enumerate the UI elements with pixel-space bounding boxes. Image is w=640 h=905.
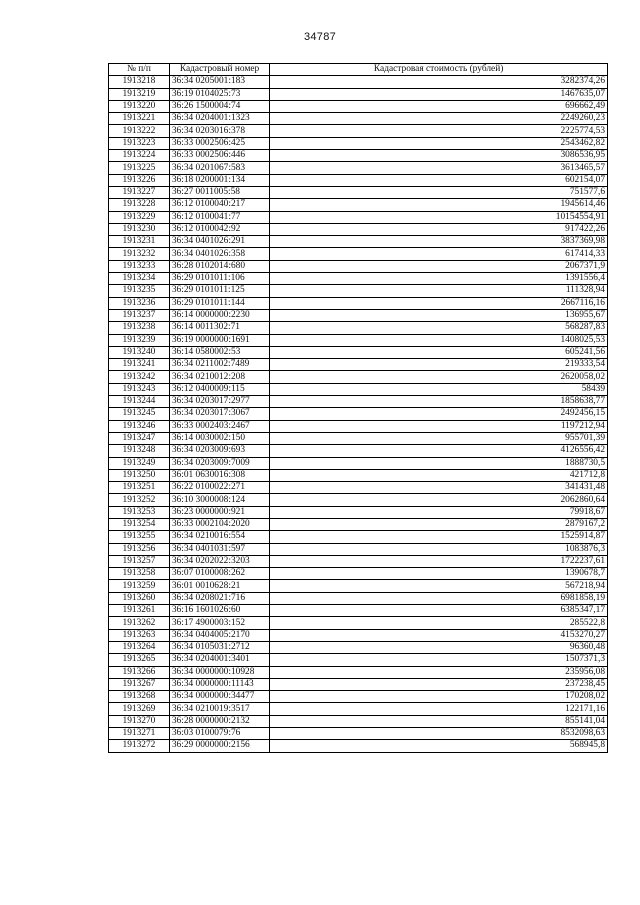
- row-number-cell: 1913239: [109, 334, 170, 346]
- cadastral-number-cell: 36:12 0100041:77: [169, 211, 269, 223]
- table-row: [109, 482, 608, 494]
- cadastral-value-cell: 235956,08: [270, 666, 608, 678]
- row-number-cell: 1913230: [109, 223, 170, 235]
- page-number: 34787: [303, 31, 337, 43]
- table-row: [109, 174, 608, 186]
- row-number-cell: 1913236: [109, 297, 170, 309]
- cadastral-number-cell: 36:29 0101011:144: [169, 297, 269, 309]
- cadastral-number-cell: 36:12 0400009:115: [169, 383, 269, 395]
- table-row: [109, 531, 608, 543]
- row-number-cell: 1913231: [109, 236, 170, 248]
- table-row: [109, 297, 608, 309]
- cadastral-value-cell: 111328,94: [270, 285, 608, 297]
- row-number-cell: 1913255: [109, 531, 170, 543]
- cadastral-number-cell: 36:23 0000000:921: [169, 506, 269, 518]
- table-row: [109, 518, 608, 530]
- cadastral-number-cell: 36:18 0200001:134: [169, 174, 269, 186]
- cadastral-value-cell: 1507371,3: [270, 654, 608, 666]
- cadastral-number-cell: 36:34 0201067:583: [169, 162, 269, 174]
- cadastral-number-cell: 36:34 0211002:7489: [169, 359, 269, 371]
- row-number-cell: 1913233: [109, 260, 170, 272]
- cadastral-value-cell: 1391556,4: [270, 273, 608, 285]
- row-number-cell: 1913229: [109, 211, 170, 223]
- table-row: [109, 346, 608, 358]
- row-number-cell: 1913262: [109, 617, 170, 629]
- table-row: [109, 334, 608, 346]
- cadastral-value-cell: 136955,67: [270, 309, 608, 321]
- row-number-cell: 1913246: [109, 420, 170, 432]
- row-number-cell: 1913265: [109, 654, 170, 666]
- table-row: [109, 715, 608, 727]
- table-row: [109, 420, 608, 432]
- cadastral-number-cell: 36:33 0002506:446: [169, 150, 269, 162]
- cadastral-value-cell: 421712,8: [270, 469, 608, 481]
- table-row: [109, 408, 608, 420]
- table-row: [109, 383, 608, 395]
- cadastral-value-cell: 1083876,3: [270, 543, 608, 555]
- cadastral-value-cell: 955701,39: [270, 432, 608, 444]
- table-row: [109, 617, 608, 629]
- row-number-cell: 1913223: [109, 137, 170, 149]
- row-number-cell: 1913220: [109, 100, 170, 112]
- cadastral-value-cell: 3613465,57: [270, 162, 608, 174]
- row-number-cell: 1913240: [109, 346, 170, 358]
- row-number-cell: 1913251: [109, 482, 170, 494]
- cadastral-value-cell: 917422,26: [270, 223, 608, 235]
- cadastral-value-cell: 1390678,7: [270, 568, 608, 580]
- cadastral-value-cell: 2543462,82: [270, 137, 608, 149]
- row-number-cell: 1913218: [109, 76, 170, 88]
- table-row: [109, 359, 608, 371]
- cadastral-value-cell: 2667116,16: [270, 297, 608, 309]
- table-row: [109, 654, 608, 666]
- cadastral-number-cell: 36:33 0002403:2467: [169, 420, 269, 432]
- cadastral-number-cell: 36:34 0401031:597: [169, 543, 269, 555]
- row-number-cell: 1913221: [109, 113, 170, 125]
- cadastral-number-cell: 36:22 0100022:271: [169, 482, 269, 494]
- table-row: [109, 396, 608, 408]
- cadastral-number-cell: 36:34 0000000:10928: [169, 666, 269, 678]
- table-row: [109, 592, 608, 604]
- table-row: [109, 506, 608, 518]
- cadastral-number-cell: 36:29 0101011:106: [169, 273, 269, 285]
- row-number-cell: 1913254: [109, 518, 170, 530]
- row-number-cell: 1913224: [109, 150, 170, 162]
- cadastral-number-cell: 36:34 0203009:7009: [169, 457, 269, 469]
- cadastral-number-cell: 36:34 0404005:2170: [169, 629, 269, 641]
- table-row: [109, 186, 608, 198]
- row-number-cell: 1913238: [109, 322, 170, 334]
- cadastral-number-cell: 36:16 1601026:60: [169, 605, 269, 617]
- row-number-cell: 1913270: [109, 715, 170, 727]
- table-row: [109, 432, 608, 444]
- cadastral-number-cell: 36:14 0580002:53: [169, 346, 269, 358]
- table-row: [109, 371, 608, 383]
- row-number-cell: 1913256: [109, 543, 170, 555]
- cadastral-value-cell: 696662,49: [270, 100, 608, 112]
- row-number-cell: 1913227: [109, 186, 170, 198]
- cadastral-number-cell: 36:14 0011302:71: [169, 322, 269, 334]
- cadastral-number-cell: 36:12 0100042:92: [169, 223, 269, 235]
- cadastral-value-cell: 2620058,02: [270, 371, 608, 383]
- table-row: [109, 162, 608, 174]
- cadastral-number-cell: 36:29 0101011:125: [169, 285, 269, 297]
- cadastral-value-cell: 10154554,91: [270, 211, 608, 223]
- table-row: [109, 322, 608, 334]
- cadastral-value-cell: 605241,56: [270, 346, 608, 358]
- cadastral-number-cell: 36:34 0401026:291: [169, 236, 269, 248]
- cadastral-value-cell: 602154,07: [270, 174, 608, 186]
- table-body: [109, 76, 608, 752]
- cadastral-value-cell: 855141,04: [270, 715, 608, 727]
- row-number-cell: 1913259: [109, 580, 170, 592]
- cadastral-value-cell: 122171,16: [270, 703, 608, 715]
- row-number-cell: 1913260: [109, 592, 170, 604]
- cadastral-value-cell: 3086536,95: [270, 150, 608, 162]
- cadastral-number-cell: 36:34 0401026:358: [169, 248, 269, 260]
- cadastral-value-cell: 1888730,5: [270, 457, 608, 469]
- cadastral-number-cell: 36:34 0203009:693: [169, 445, 269, 457]
- header-cadastral-number: Кадастровый номер: [169, 64, 269, 76]
- cadastral-number-cell: 36:27 0011005:58: [169, 186, 269, 198]
- table-row: [109, 678, 608, 690]
- cadastral-value-cell: 96360,48: [270, 641, 608, 653]
- cadastral-number-cell: 36:34 0210016:554: [169, 531, 269, 543]
- row-number-cell: 1913249: [109, 457, 170, 469]
- cadastral-value-cell: 2249260,23: [270, 113, 608, 125]
- table-row: [109, 494, 608, 506]
- row-number-cell: 1913269: [109, 703, 170, 715]
- cadastral-value-cell: 6385347,17: [270, 605, 608, 617]
- table-row: [109, 728, 608, 740]
- table-row: [109, 199, 608, 211]
- row-number-cell: 1913232: [109, 248, 170, 260]
- table-row: [109, 568, 608, 580]
- cadastral-number-cell: 36:01 0630016:308: [169, 469, 269, 481]
- table-row: [109, 125, 608, 137]
- table-row: [109, 88, 608, 100]
- cadastral-value-cell: 1408025,53: [270, 334, 608, 346]
- table-row: [109, 211, 608, 223]
- cadastral-value-cell: 1197212,94: [270, 420, 608, 432]
- table-row: [109, 248, 608, 260]
- cadastral-number-cell: 36:19 0000000:1691: [169, 334, 269, 346]
- row-number-cell: 1913248: [109, 445, 170, 457]
- cadastral-number-cell: 36:33 0002104:2020: [169, 518, 269, 530]
- cadastral-value-cell: 617414,33: [270, 248, 608, 260]
- row-number-cell: 1913219: [109, 88, 170, 100]
- table-row: [109, 555, 608, 567]
- row-number-cell: 1913234: [109, 273, 170, 285]
- header-row-number: № п/п: [109, 64, 170, 76]
- cadastral-value-cell: 8532098,63: [270, 728, 608, 740]
- cadastral-number-cell: 36:19 0104025:73: [169, 88, 269, 100]
- cadastral-number-cell: 36:12 0100040:217: [169, 199, 269, 211]
- cadastral-value-cell: 219333,54: [270, 359, 608, 371]
- row-number-cell: 1913250: [109, 469, 170, 481]
- table-row: [109, 605, 608, 617]
- row-number-cell: 1913263: [109, 629, 170, 641]
- cadastral-value-cell: 568945,8: [270, 740, 608, 752]
- cadastral-number-cell: 36:34 0203017:3067: [169, 408, 269, 420]
- cadastral-number-cell: 36:34 0000000:34477: [169, 691, 269, 703]
- table-row: [109, 309, 608, 321]
- cadastral-number-cell: 36:07 0100008:262: [169, 568, 269, 580]
- row-number-cell: 1913252: [109, 494, 170, 506]
- cadastral-number-cell: 36:34 0204001:3401: [169, 654, 269, 666]
- cadastral-number-cell: 36:28 0000000:2132: [169, 715, 269, 727]
- header-cadastral-value: Кадастровая стоимость (рублей): [270, 64, 608, 76]
- table-header-row: [109, 64, 608, 76]
- row-number-cell: 1913267: [109, 678, 170, 690]
- row-number-cell: 1913266: [109, 666, 170, 678]
- table-row: [109, 469, 608, 481]
- cadastral-number-cell: 36:29 0000000:2156: [169, 740, 269, 752]
- cadastral-number-cell: 36:03 0100079:76: [169, 728, 269, 740]
- cadastral-number-cell: 36:14 0030002:150: [169, 432, 269, 444]
- table-row: [109, 260, 608, 272]
- row-number-cell: 1913242: [109, 371, 170, 383]
- table-row: [109, 236, 608, 248]
- cadastral-value-cell: 341431,48: [270, 482, 608, 494]
- cadastral-value-cell: 285522,8: [270, 617, 608, 629]
- table-row: [109, 285, 608, 297]
- table-row: [109, 457, 608, 469]
- cadastral-number-cell: 36:28 0102014:680: [169, 260, 269, 272]
- row-number-cell: 1913244: [109, 396, 170, 408]
- table-row: [109, 580, 608, 592]
- cadastral-number-cell: 36:34 0203016:378: [169, 125, 269, 137]
- table-row: [109, 641, 608, 653]
- cadastral-number-cell: 36:34 0204001:1323: [169, 113, 269, 125]
- cadastral-number-cell: 36:34 0105031:2712: [169, 641, 269, 653]
- row-number-cell: 1913253: [109, 506, 170, 518]
- cadastral-value-cell: 1945614,46: [270, 199, 608, 211]
- row-number-cell: 1913243: [109, 383, 170, 395]
- table-row: [109, 150, 608, 162]
- cadastral-number-cell: 36:01 0010628:21: [169, 580, 269, 592]
- row-number-cell: 1913228: [109, 199, 170, 211]
- table-row: [109, 691, 608, 703]
- table-row: [109, 629, 608, 641]
- table-row: [109, 666, 608, 678]
- row-number-cell: 1913245: [109, 408, 170, 420]
- row-number-cell: 1913268: [109, 691, 170, 703]
- table-row: [109, 740, 608, 752]
- cadastral-value-cell: 568287,83: [270, 322, 608, 334]
- cadastral-number-cell: 36:34 0205001:183: [169, 76, 269, 88]
- table-row: [109, 703, 608, 715]
- cadastral-value-cell: 751577,6: [270, 186, 608, 198]
- cadastral-value-cell: 2492456,15: [270, 408, 608, 420]
- cadastral-number-cell: 36:34 0000000:11143: [169, 678, 269, 690]
- cadastral-number-cell: 36:34 0203017:2977: [169, 396, 269, 408]
- cadastral-value-cell: 3837369,98: [270, 236, 608, 248]
- cadastral-value-cell: 3282374,26: [270, 76, 608, 88]
- table-row: [109, 113, 608, 125]
- cadastral-value-cell: 1858638,77: [270, 396, 608, 408]
- cadastral-number-cell: 36:10 3000008:124: [169, 494, 269, 506]
- cadastral-value-cell: 6981858,19: [270, 592, 608, 604]
- row-number-cell: 1913264: [109, 641, 170, 653]
- cadastral-value-cell: 567218,94: [270, 580, 608, 592]
- cadastral-value-cell: 4153270,27: [270, 629, 608, 641]
- cadastral-number-cell: 36:26 1500004:74: [169, 100, 269, 112]
- cadastral-number-cell: 36:34 0208021:716: [169, 592, 269, 604]
- cadastral-value-cell: 2879167,2: [270, 518, 608, 530]
- cadastral-value-cell: 1467635,07: [270, 88, 608, 100]
- row-number-cell: 1913222: [109, 125, 170, 137]
- row-number-cell: 1913258: [109, 568, 170, 580]
- cadastral-value-cell: 2225774,53: [270, 125, 608, 137]
- cadastral-value-cell: 237238,45: [270, 678, 608, 690]
- row-number-cell: 1913237: [109, 309, 170, 321]
- table-row: [109, 445, 608, 457]
- cadastral-number-cell: 36:34 0210012:208: [169, 371, 269, 383]
- row-number-cell: 1913241: [109, 359, 170, 371]
- row-number-cell: 1913257: [109, 555, 170, 567]
- cadastral-value-cell: 170208,02: [270, 691, 608, 703]
- table-row: [109, 76, 608, 88]
- cadastral-value-cell: 58439: [270, 383, 608, 395]
- row-number-cell: 1913235: [109, 285, 170, 297]
- cadastral-number-cell: 36:34 0210019:3517: [169, 703, 269, 715]
- cadastral-value-cell: 2062860,64: [270, 494, 608, 506]
- row-number-cell: 1913247: [109, 432, 170, 444]
- table-row: [109, 273, 608, 285]
- cadastral-value-cell: 1722237,61: [270, 555, 608, 567]
- row-number-cell: 1913271: [109, 728, 170, 740]
- table-row: [109, 137, 608, 149]
- row-number-cell: 1913226: [109, 174, 170, 186]
- cadastral-value-cell: 4126556,42: [270, 445, 608, 457]
- cadastral-number-cell: 36:34 0202022:3203: [169, 555, 269, 567]
- cadastral-number-cell: 36:14 0000000:2230: [169, 309, 269, 321]
- cadastral-value-cell: 79918,67: [270, 506, 608, 518]
- cadastral-number-cell: 36:17 4900003:152: [169, 617, 269, 629]
- row-number-cell: 1913261: [109, 605, 170, 617]
- row-number-cell: 1913225: [109, 162, 170, 174]
- table-row: [109, 100, 608, 112]
- table-row: [109, 223, 608, 235]
- cadastral-number-cell: 36:33 0002506:425: [169, 137, 269, 149]
- row-number-cell: 1913272: [109, 740, 170, 752]
- cadastral-value-cell: 2067371,9: [270, 260, 608, 272]
- cadastral-value-cell: 1525914,87: [270, 531, 608, 543]
- cadastral-value-table: [108, 63, 608, 753]
- table-row: [109, 543, 608, 555]
